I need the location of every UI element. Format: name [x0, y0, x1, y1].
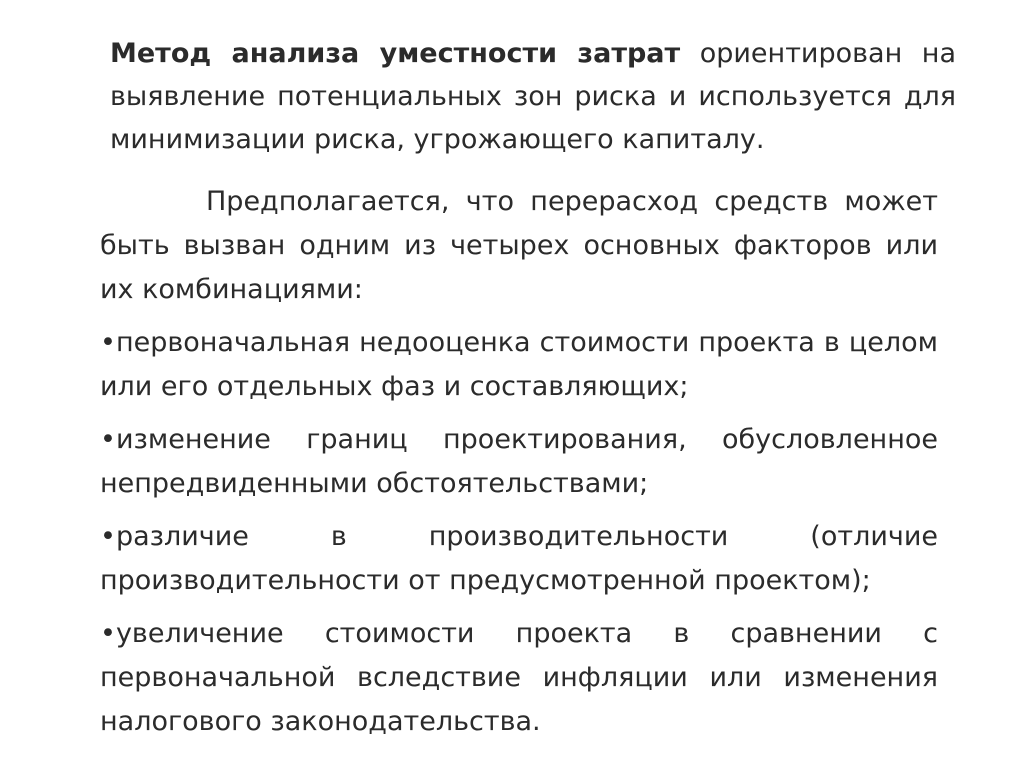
bullet-text: различие в производительности (отличие производительности от предусмотренной проектом); [100, 521, 938, 596]
bullet-marker: • [100, 618, 116, 649]
bullet-item [100, 418, 938, 506]
bullet-text: изменение границ проектирования, обусловленное непредвиденными обстоятельствами; [100, 424, 938, 499]
bullet-marker: • [100, 424, 116, 455]
bullet-marker: • [100, 521, 116, 552]
bullet-marker: • [100, 327, 116, 358]
main-text-block [100, 180, 938, 753]
method-title: Метод анализа уместности затрат [110, 38, 681, 69]
bullet-text: увеличение стоимости проекта в сравнении с первоначальной вследствие инфляции или изменения налогового законодательства. [100, 618, 938, 737]
intro-text: ориентирован на выявление потенциальных зон риска и используется для минимизации риска, угрожающего капиталу. [110, 38, 956, 155]
bullet-item [100, 321, 938, 409]
bullet-item [100, 612, 938, 744]
intro-paragraph [110, 32, 956, 161]
bullet-item [100, 515, 938, 603]
bullet-text: первоначальная недооценка стоимости проекта в целом или его отдельных фаз и составляющих; [100, 327, 938, 402]
factors-intro: Предполагается, что перерасход средств может быть вызван одним из четырех основных факторов или их комбинациями: [100, 186, 938, 305]
